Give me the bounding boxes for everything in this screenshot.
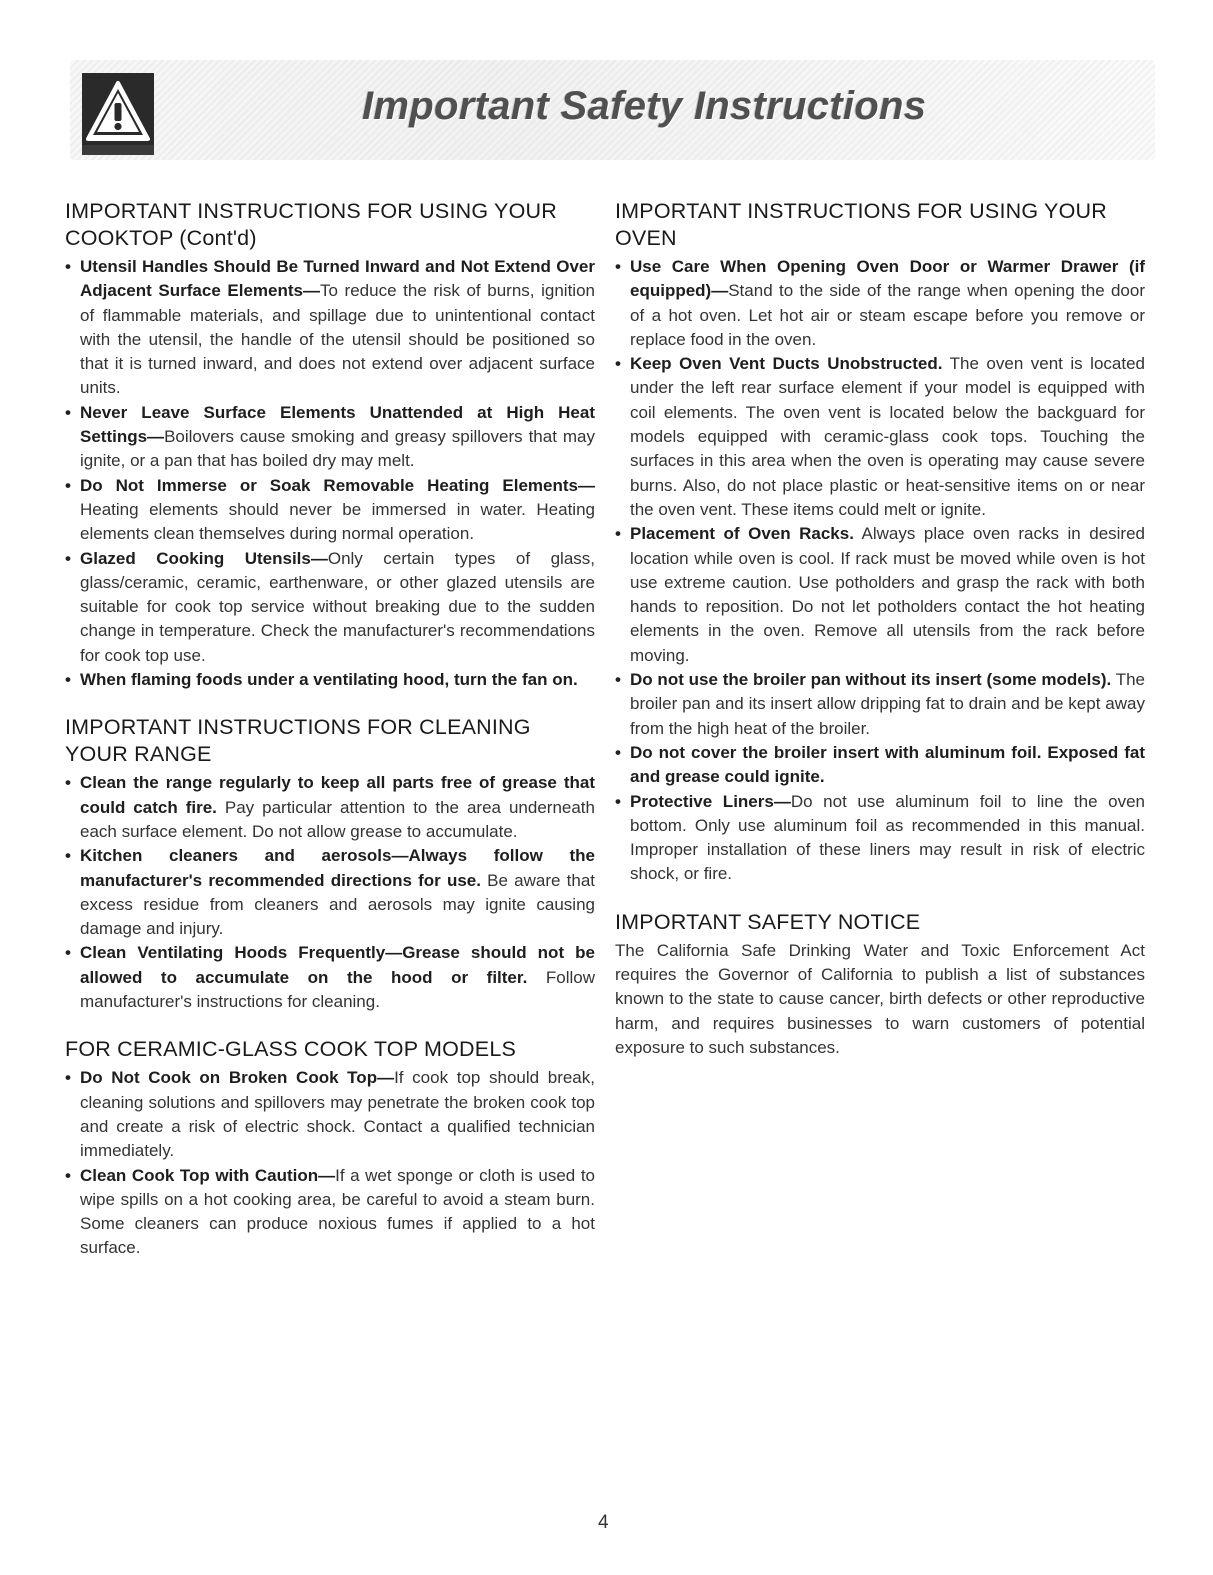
item-lead: Do Not Immerse or Soak Removable Heating Elements— xyxy=(80,475,595,495)
section xyxy=(65,714,595,1014)
bullet-icon: • xyxy=(65,670,71,690)
bullet-icon: • xyxy=(615,742,621,762)
list-item xyxy=(615,790,1145,887)
item-body: To reduce the risk of burns, ignition of flammable materials, and spillage due to unintentional contact with the utensil, the handle of the utensil should be positioned so that it is turned inward, and does not extend over adjacent surface units. xyxy=(80,281,595,398)
bullet-icon: • xyxy=(65,475,71,495)
list-item xyxy=(65,547,595,668)
item-body: If cook top should break, cleaning solutions and spillovers may penetrate the broken cook top and create a risk of electric shock. Contact a qualified technician immediately. xyxy=(80,1068,595,1161)
item-lead: Utensil Handles Should Be Turned Inward and Not Extend Over Adjacent Surface Elements— xyxy=(80,257,595,301)
item-body: Boilovers cause smoking and greasy spillovers that may ignite, or a pan that has boiled dry may melt. xyxy=(80,427,595,471)
list-item xyxy=(65,401,595,474)
list-item xyxy=(65,941,595,1014)
item-lead: Protective Liners— xyxy=(630,791,791,811)
bullet-icon: • xyxy=(65,257,71,276)
bullet-icon: • xyxy=(615,257,621,276)
section-heading: FOR CERAMIC-GLASS COOK TOP MODELS xyxy=(65,1037,517,1062)
right-column xyxy=(615,198,1145,1082)
page-number: 4 xyxy=(598,1512,609,1533)
item-lead: Never Leave Surface Elements Unattended at High Heat Settings— xyxy=(80,402,595,447)
item-body: The broiler pan and its insert allow dripping fat to drain and be kept away from the high heat of the broiler. xyxy=(630,670,1145,738)
item-lead: Clean Ventilating Hoods Frequently—Grease should not be allowed to accumulate on the hood or filter. xyxy=(80,943,595,987)
list-item xyxy=(615,352,1145,522)
bullet-icon: • xyxy=(65,773,71,793)
section xyxy=(65,198,595,692)
bullet-icon: • xyxy=(65,1068,71,1088)
section xyxy=(615,909,1145,1060)
list-item xyxy=(615,255,1145,352)
item-body: Do not use aluminum foil to line the oven bottom. Only use aluminum foil as recommended in this manual. Improper installation of these liners may result in risk of electric shock, or fire. xyxy=(630,791,1145,884)
item-lead: Clean the range regularly to keep all parts free of grease that could catch fire. xyxy=(80,773,595,817)
item-lead: Do Not Cook on Broken Cook Top— xyxy=(80,1068,395,1088)
list-item xyxy=(65,474,595,547)
bullet-icon: • xyxy=(65,402,71,422)
item-body: Follow manufacturer's instructions for cleaning. xyxy=(80,967,595,1012)
list-item xyxy=(615,741,1145,790)
bullet-icon: • xyxy=(65,943,71,963)
item-lead: Use Care When Opening Oven Door or Warmer Drawer (if equipped)— xyxy=(630,257,1145,301)
left-column xyxy=(65,198,595,1283)
item-body: Always place oven racks in desired location while oven is cool. If rack must be moved while oven is hot use extreme caution. Use potholders and grasp the rack with both hands to reposition. Do not let potholders contact the hot heating elements in the oven. Remove all utensils from the rack before moving. xyxy=(630,524,1146,665)
header-banner xyxy=(70,60,1155,160)
warning-icon xyxy=(82,73,154,155)
section-heading: IMPORTANT INSTRUCTIONS FOR USING YOUR COOKTOP (Cont'd) xyxy=(65,199,557,250)
item-lead: Clean Cook Top with Caution— xyxy=(80,1165,336,1185)
section xyxy=(65,1036,595,1260)
bullet-icon: • xyxy=(615,670,621,690)
list-item xyxy=(65,668,595,692)
item-body: Only certain types of glass, glass/ceramic, ceramic, earthenware, or other glazed utensils are suitable for cook top service without breaking due to the sudden change in temperature. Check the manufacturer's recommendations for cook top use. xyxy=(80,548,595,665)
item-body: Pay particular attention to the area underneath each surface element. Do not allow grease to accumulate. xyxy=(80,797,595,841)
bullet-icon: • xyxy=(615,791,621,811)
bullet-icon: • xyxy=(65,548,71,568)
item-lead: Keep Oven Vent Ducts Unobstructed. xyxy=(630,354,943,374)
item-body: Be aware that excess residue from cleaners and aerosols may ignite causing damage and injury. xyxy=(80,870,595,939)
item-lead: Do not use the broiler pan without its insert (some models). xyxy=(630,670,1112,690)
section-heading: IMPORTANT INSTRUCTIONS FOR USING YOUR OVEN xyxy=(615,199,1107,250)
notice-paragraph: The California Safe Drinking Water and Toxic Enforcement Act requires the Governor of California to publish a list of substances known to the state to cause cancer, birth defects or other reproductive harm, and requires businesses to warn customers of potential exposure to such substances. xyxy=(615,940,1145,1057)
bullet-icon: • xyxy=(65,846,71,866)
page-title: Important Safety Instructions xyxy=(362,84,927,128)
item-lead: When flaming foods under a ventilating hood, turn the fan on. xyxy=(80,670,578,690)
section xyxy=(615,198,1145,887)
item-lead: Do not cover the broiler insert with aluminum foil. Exposed fat and grease could ignite. xyxy=(630,742,1145,787)
list-item xyxy=(615,522,1145,668)
item-body: The oven vent is located under the left rear surface element if your model is equipped with coil elements. The oven vent is located below the backguard for models equipped with ceramic-glass cook tops. Touching the surfaces in this area when the oven is operating may cause severe burns. Also, do not place plastic or heat-sensitive items on or near the oven vent. These items could melt or ignite. xyxy=(630,354,1145,519)
list-item xyxy=(615,668,1145,741)
item-lead: Placement of Oven Racks. xyxy=(630,524,854,544)
bullet-icon: • xyxy=(615,354,621,374)
list-item xyxy=(65,255,595,401)
list-item xyxy=(65,771,595,844)
item-lead: Kitchen cleaners and aerosols—Always follow the manufacturer's recommended directions for use. xyxy=(80,846,595,890)
section-heading: IMPORTANT SAFETY NOTICE xyxy=(615,909,921,934)
item-body: Heating elements should never be immersed in water. Heating elements clean themselves during normal operation. xyxy=(80,499,595,544)
item-body: Stand to the side of the range when opening the door of a hot oven. Let hot air or steam escape before you remove or replace food in the oven. xyxy=(630,281,1145,349)
section-heading: IMPORTANT INSTRUCTIONS FOR CLEANING YOUR RANGE xyxy=(65,715,531,767)
bullet-icon: • xyxy=(65,1165,71,1185)
item-body: If a wet sponge or cloth is used to wipe spills on a hot cooking area, be careful to avoid a steam burn. Some cleaners can produce noxious fumes if applied to a hot surface. xyxy=(80,1165,595,1258)
list-item xyxy=(65,1164,595,1261)
list-item xyxy=(65,1066,595,1163)
list-item xyxy=(65,844,595,941)
bullet-icon: • xyxy=(615,524,621,544)
item-lead: Glazed Cooking Utensils— xyxy=(80,548,328,568)
